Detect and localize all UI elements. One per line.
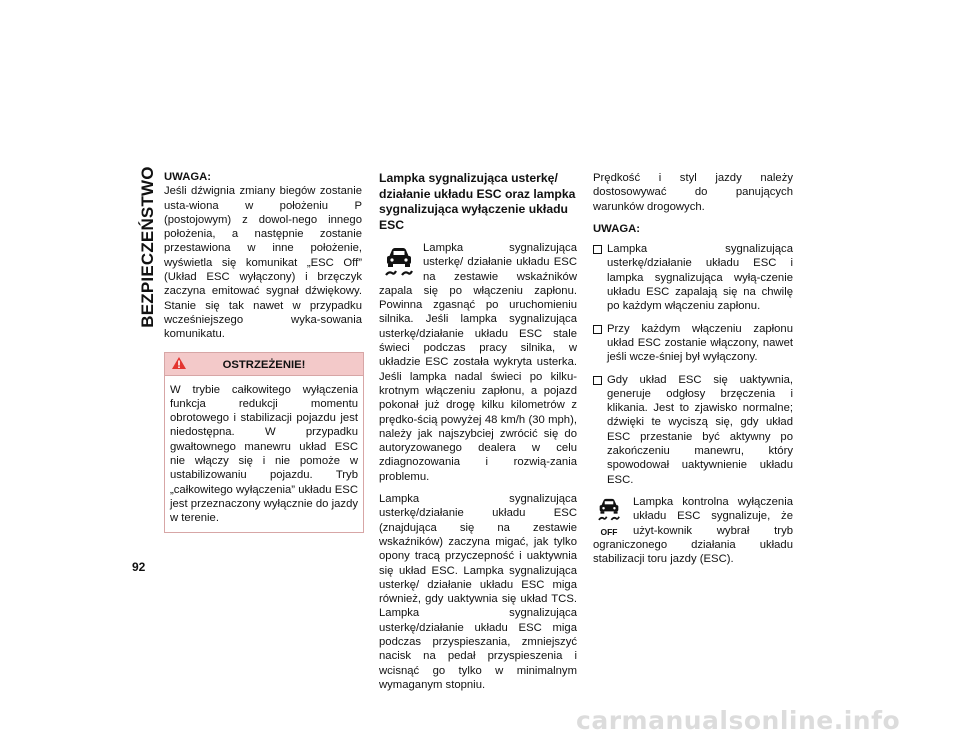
note-title-2: UWAGA:	[593, 222, 641, 235]
warning-text: W trybie całkowitego wyłączenia funkcja redukcji momentu obrotowego i stabilizacji pojazdu jest niedostępna. W przypadku gwałtownego manewru układ ESC nie włączy się i nie pomoże w ustabilizowaniu pojazdu. Tryb „całkowitego wyłączenia” układu ESC jest przeznaczony wyłącznie do jazdy w terenie.	[170, 383, 358, 525]
esc-skid-car-icon	[381, 243, 417, 279]
esc-para-1: Lampka sygnalizująca usterkę/ działanie układu ESC na zestawie wskaźników zapala się po włączeniu zapłonu. Powinna zgasnąć po uruchomieniu silnika. Jeśli lampka sygnalizująca usterkę/działanie układu ESC stale świeci podczas pracy silnika, w układzie ESC została wykryta usterka. Jeśli lampka nadal świeci po kilku-krotnym włączeniu zapłonu, a pojazd pokonał już drogę kilku kilometrów z prędko-ścią powyżej 48 km/h (30 mph), należy jak najszybciej zwrócić się do autoryzowanego dealera w celu zdiagnozowania i rozwią-zania problemu.	[379, 242, 577, 483]
esc-para-2: Lampka sygnalizująca usterkę/działanie układu ESC (znajdująca się na zestawie wskaźników) zaczyna migać, jak tylko opony tracą przyczepność i uaktywnia się układ ESC. Lampka sygnalizująca usterkę/ działanie układu ESC miga również, gdy uaktywnia się układ TCS. Lampka sygnalizująca usterkę/działanie układu ESC miga podczas przyspieszania, zmniejszyć nacisk na pedał przyspieszenia i wcisnąć go tylko w minimalnym wymaganym stopniu.	[379, 493, 577, 691]
section-title: BEZPIECZEŃSTWO	[138, 166, 157, 328]
section-heading: Lampka sygnalizująca usterkę/ działanie układu ESC oraz lampka sygnalizująca wyłączenie układu ESC	[379, 171, 576, 232]
watermark: carmanualsonline.info	[576, 706, 901, 735]
speed-para: Prędkość i styl jazdy należy dostosowywać do panujących warunków drogowych.	[593, 172, 793, 213]
square-bullet-icon	[593, 376, 602, 385]
list-item: Przy każdym włączeniu zapłonu układ ESC zostanie włączony, nawet jeśli wcze-śniej był wyłączony.	[593, 322, 793, 365]
list-item: Lampka sygnalizująca usterkę/działanie układu ESC i lampka sygnalizująca wyłą-czenie układu ESC zapalają się na chwilę po każdym włączeniu zapłonu.	[593, 242, 793, 313]
esc-off-para: Lampka kontrolna wyłączenia układu ESC sygnalizuje, że użyt-kownik wybrał tryb ograniczonego działania układu stabilizacji toru jazdy (ESC).	[593, 495, 793, 566]
square-bullet-icon	[593, 325, 602, 334]
column-1	[164, 170, 362, 533]
off-label: OFF	[600, 527, 618, 538]
note-title: UWAGA:	[164, 171, 212, 183]
square-bullet-icon	[593, 245, 602, 254]
warning-title: OSTRZEŻENIE!	[222, 358, 306, 371]
warning-box	[164, 352, 364, 533]
esc-off-skid-car-icon	[593, 495, 625, 538]
note-list	[593, 242, 793, 487]
warning-header	[165, 353, 363, 376]
page-number: 92	[132, 560, 146, 574]
column-3	[593, 171, 793, 566]
column-2	[379, 171, 577, 692]
list-item: Gdy układ ESC się uaktywnia, generuje odgłosy brzęczenia i klikania. Jest to zjawisko normalne; dźwięki te wyciszą się, gdy układ ESC przestanie być aktywny po zakończeniu manewru, który spowodował uaktywnienie układu ESC.	[593, 373, 793, 487]
note-text: Jeśli dźwignia zmiany biegów zostanie usta-wiona w położeniu P (postojowym) z dowol-nego innego położenia, a następnie zostanie przestawiona w inne położenie, wyświetla się komunikat „ESC Off” (Układ ESC wyłączony) i brzęczyk zaczyna emitować sygnał dźwiękowy. Stanie się tak nawet w przypadku wcześniejszego wyka-sowania komunikatu.	[164, 185, 362, 341]
